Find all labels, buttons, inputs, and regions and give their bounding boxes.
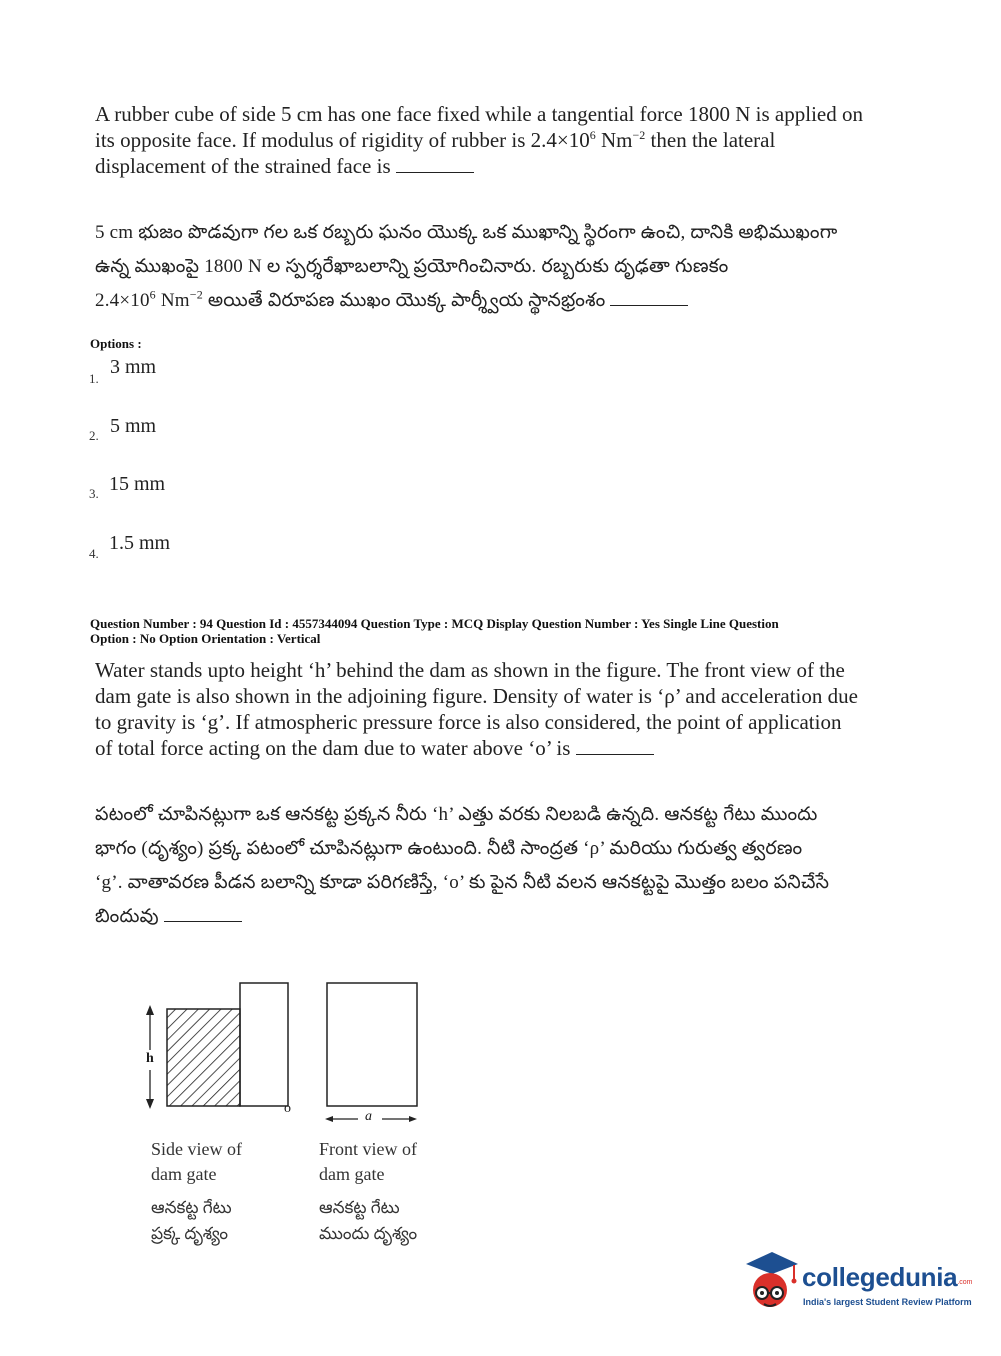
q94-telugu-text xyxy=(95,798,895,934)
side-view-caption: Side view of dam gate ఆనకట్ట గేటు ప్రక్క దృశ్యం xyxy=(151,1139,242,1243)
option-number: 4. xyxy=(89,546,99,561)
q94-en-line1: Water stands upto height ‘h’ behind the dam as shown in the figure. The front view of the xyxy=(95,658,845,682)
dam-gate-side xyxy=(240,983,288,1106)
q94-meta xyxy=(90,616,950,646)
brand-tagline: India's largest Student Review Platform xyxy=(803,1297,972,1307)
q93-en-line2: its opposite face. If modulus of rigidity of rubber is $2.4\times 10^6$ $Nm^{-2}$ then the lateral xyxy=(95,128,776,152)
q94-te-line2: భాగం (దృశ్యం) ప్రక్క పటంలో చూపినట్లుగా ఉంటుంది. నీటి సాంద్రత ‘ρ’ మరియు గురుత్వ త్వరణం xyxy=(95,838,803,859)
q94-te-line4: బిందువు xyxy=(95,900,895,934)
width-label: a xyxy=(365,1109,372,1124)
option-value: 3 mm xyxy=(110,356,157,378)
q93-english-text xyxy=(95,101,875,179)
q93-en-line3: displacement of the strained face is xyxy=(95,153,875,179)
q94-en-line2: dam gate is also shown in the adjoining figure. Density of water is ‘ρ’ and acceleration due xyxy=(95,684,858,708)
option-4[interactable] xyxy=(89,532,289,568)
q94-meta-line1: Question Number : 94 Question Id : 4557344094 Question Type : MCQ Display Question Number : Yes Single Line Question xyxy=(90,616,779,631)
brand-suffix: .com xyxy=(957,1278,973,1286)
q93-telugu-text xyxy=(95,216,885,318)
student-mascot-icon xyxy=(740,1250,800,1312)
dam-gate-front xyxy=(327,983,417,1106)
q94-english-text xyxy=(95,657,885,761)
options-label: Options : xyxy=(90,336,142,351)
answer-blank xyxy=(164,903,242,922)
option-number: 1. xyxy=(89,371,99,386)
point-o-label: o xyxy=(284,1101,291,1116)
answer-blank xyxy=(610,287,688,306)
option-1[interactable] xyxy=(89,356,289,392)
q93-te-line2: ఉన్న ముఖంపై 1800 N ల స్పర్శరేఖాబలాన్ని ప్రయోగించినారు. రబ్బరుకు దృఢతా గుణకం xyxy=(95,256,729,277)
answer-blank xyxy=(576,736,654,755)
collegedunia-watermark xyxy=(740,1250,980,1320)
q94-en-line4: of total force acting on the dam due to water above ‘o’ is xyxy=(95,735,885,761)
q94-te-line3: ‘g’. వాతావరణ పీడన బలాన్ని కూడా పరిగణిస్తే, ‘o’ కు పైన నీటి వలన ఆనకట్టపై మొత్తం బలం పనిచేసే xyxy=(95,872,830,893)
q94-en-line3: to gravity is ‘g’. If atmospheric pressure force is also considered, the point of application xyxy=(95,710,842,734)
answer-blank xyxy=(396,154,474,173)
option-value: 15 mm xyxy=(109,473,166,495)
water-region xyxy=(167,1009,240,1106)
option-2[interactable] xyxy=(89,415,289,451)
option-value: 1.5 mm xyxy=(109,532,171,554)
option-number: 2. xyxy=(89,428,99,443)
option-number: 3. xyxy=(89,486,99,501)
height-label: h xyxy=(146,1051,154,1066)
q93-te-line3: $2.4\times 10^6$ $Nm^{-2}$ అయితే విరూపణ ముఖం యొక్క పార్శ్వీయ స్థానభ్రంశం xyxy=(95,284,885,318)
option-value: 5 mm xyxy=(110,415,157,437)
brand-name: collegedunia xyxy=(802,1262,958,1292)
q94-te-line1: పటంలో చూపినట్లుగా ఒక ఆనకట్ట ప్రక్కన నీరు ‘h’ ఎత్తు వరకు నిలబడి ఉన్నది. ఆనకట్ట గేటు ముందు xyxy=(95,804,818,825)
option-3[interactable] xyxy=(89,473,289,509)
front-view-caption: Front view of dam gate ఆనకట్ట గేటు ముందు దృశ్యం xyxy=(319,1139,418,1243)
q93-te-line1: 5 cm భుజం పొడవుగా గల ఒక రబ్బరు ఘనం యొక్క ఒక ముఖాన్ని స్థిరంగా ఉంచి, దానికి అభిముఖంగా xyxy=(95,222,838,243)
q94-meta-line2: Option : No Option Orientation : Vertical xyxy=(90,631,321,646)
q93-en-line1: A rubber cube of side 5 cm has one face fixed while a tangential force 1800 N is applied on xyxy=(95,102,863,126)
